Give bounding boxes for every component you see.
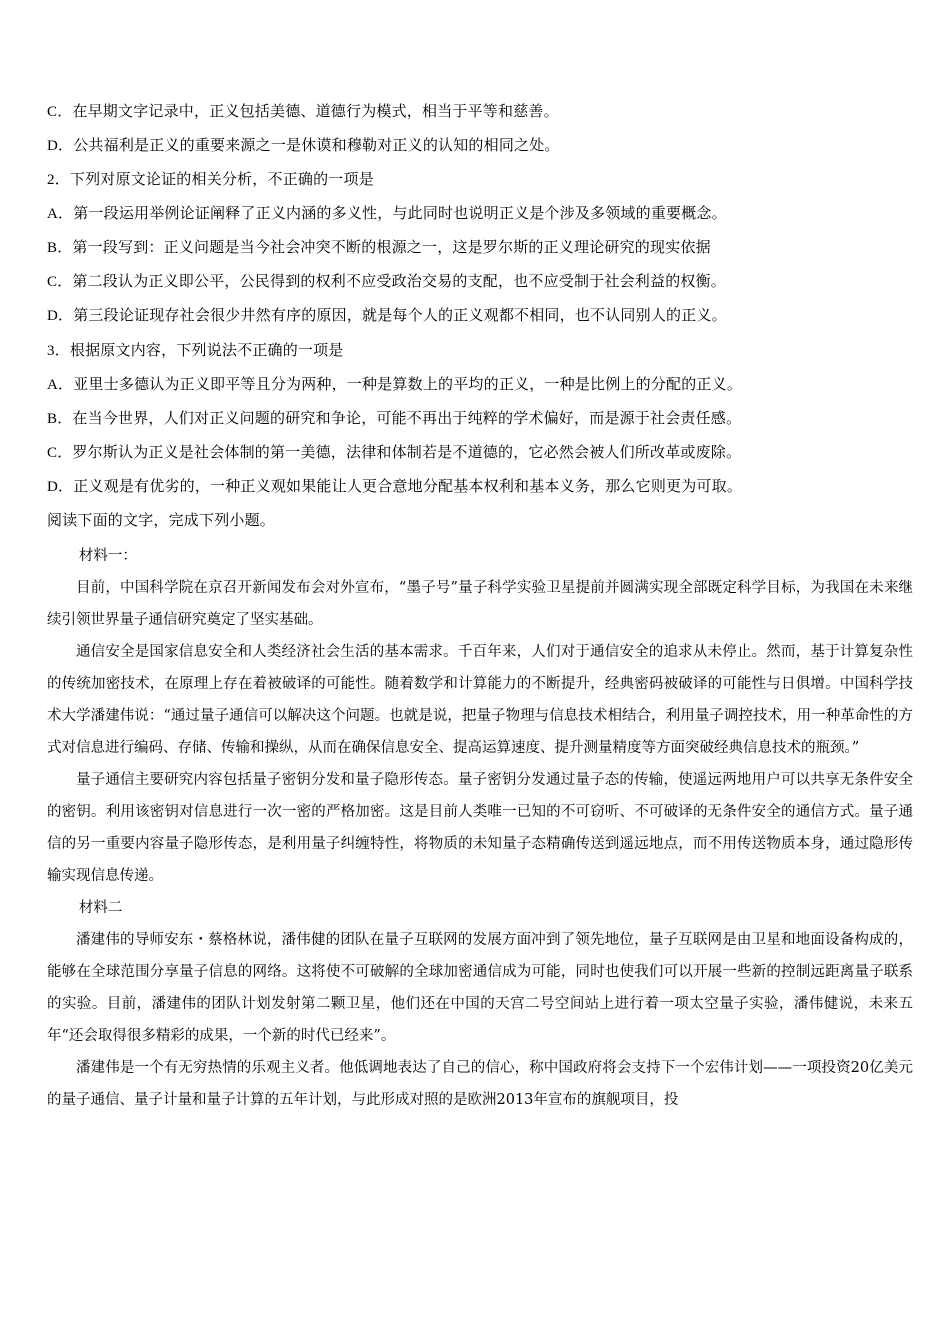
reading-passage	[47, 540, 913, 1116]
q3-option-b: B．在当今世界，人们对正义问题的研究和争论，可能不再出于纯粹的学术偏好，而是源于社会责任感。	[47, 411, 742, 427]
q1-option-d: D．公共福利是正义的重要来源之一是休谟和穆勒对正义的认知的相同之处。	[47, 138, 560, 154]
q1-option-c: C．在早期文字记录中，正义包括美德、道德行为模式，相当于平等和慈善。	[47, 104, 559, 120]
q3-stem: 3．根据原文内容，下列说法不正确的一项是	[47, 343, 344, 359]
q3-option-d: D．正义观是有优劣的，一种正义观如果能让人更合意地分配基本权利和基本义务，那么它则更为可取。	[47, 479, 743, 495]
material-1-paragraph: 通信安全是国家信息安全和人类经济社会生活的基本需求。千百年来，人们对于通信安全的追求从未停止。然而，基于计算复杂性的传统加密技术，在原理上存在着被破译的可能性。随着数学和计算能力的不断提升，经典密码被破译的可能性与日俱增。中国科学技术大学潘建伟说：“通过量子通信可以解决这个问题。也就是说，把量子物理与信息技术相结合，利用量子调控技术，用一种革命性的方式对信息进行编码、存储、传输和操纵，从而在确保信息安全、提高运算速度、提升测量精度等方面突破经典信息技术的瓶颈。”	[47, 644, 913, 756]
q2-option-d: D．第三段论证现存社会很少井然有序的原因，就是每个人的正义观都不相同，也不认同别人的正义。	[47, 308, 727, 324]
material-2-paragraph: 潘建伟的导师安东・蔡格林说，潘伟健的团队在量子互联网的发展方面冲到了领先地位，量子互联网是由卫星和地面设备构成的，能够在全球范围分享量子信息的网络。这将使不可破解的全球加密通信成为可能，同时也使我们可以开展一些新的控制远距离量子联系的实验。目前，潘建伟的团队计划发射第二颗卫星，他们还在中国的天宫二号空间站上进行着一项太空量子实验，潘伟健说，未来五年“还会取得很多精彩的成果，一个新的时代已经来”。	[47, 932, 913, 1044]
q2-option-a: A．第一段运用举例论证阐释了正义内涵的多义性，与此同时也说明正义是个涉及多领域的重要概念。	[47, 206, 727, 222]
material-2-label: 材料二	[78, 900, 123, 916]
q2-stem: 2．下列对原文论证的相关分析，不正确的一项是	[47, 172, 374, 188]
material-2-paragraph: 潘建伟是一个有无穷热情的乐观主义者。他低调地表达了自己的信心，称中国政府将会支持下一个宏伟计划——一项投资20亿美元的量子通信、量子计量和量子计算的五年计划，与此形成对照的是欧洲2013年宣布的旗舰项目，投	[47, 1060, 913, 1108]
material-1-paragraph: 量子通信主要研究内容包括量子密钥分发和量子隐形传态。量子密钥分发通过量子态的传输，使遥远两地用户可以共享无条件安全的密钥。利用该密钥对信息进行一次一密的严格加密。这是目前人类唯一已知的不可窃听、不可破译的无条件安全的通信方式。量子通信的另一重要内容量子隐形传态，是利用量子纠缠特性，将物质的未知量子态精确传送到遥远地点，而不用传送物质本身，通过隐形传输实现信息传递。	[47, 772, 913, 884]
q2-option-c: C．第二段认为正义即公平，公民得到的权利不应受政治交易的支配，也不应受制于社会利益的权衡。	[47, 274, 727, 290]
q3-option-a: A．亚里士多德认为正义即平等且分为两种，一种是算数上的平均的正义，一种是比例上的分配的正义。	[47, 377, 743, 393]
material-1-paragraph: 目前，中国科学院在京召开新闻发布会对外宣布，“墨子号”量子科学实验卫星提前并圆满实现全部既定科学目标，为我国在未来继续引领世界量子通信研究奠定了坚实基础。	[47, 580, 913, 628]
q3-option-c: C．罗尔斯认为正义是社会体制的第一美德，法律和体制若是不道德的，它必然会被人们所改革或废除。	[47, 445, 742, 461]
material-1-label: 材料一：	[78, 548, 137, 564]
reading-instruction: 阅读下面的文字，完成下列小题。	[47, 513, 276, 529]
q2-option-b: B．第一段写到：正义问题是当今社会冲突不断的根源之一，这是罗尔斯的正义理论研究的现实依据	[47, 240, 711, 256]
